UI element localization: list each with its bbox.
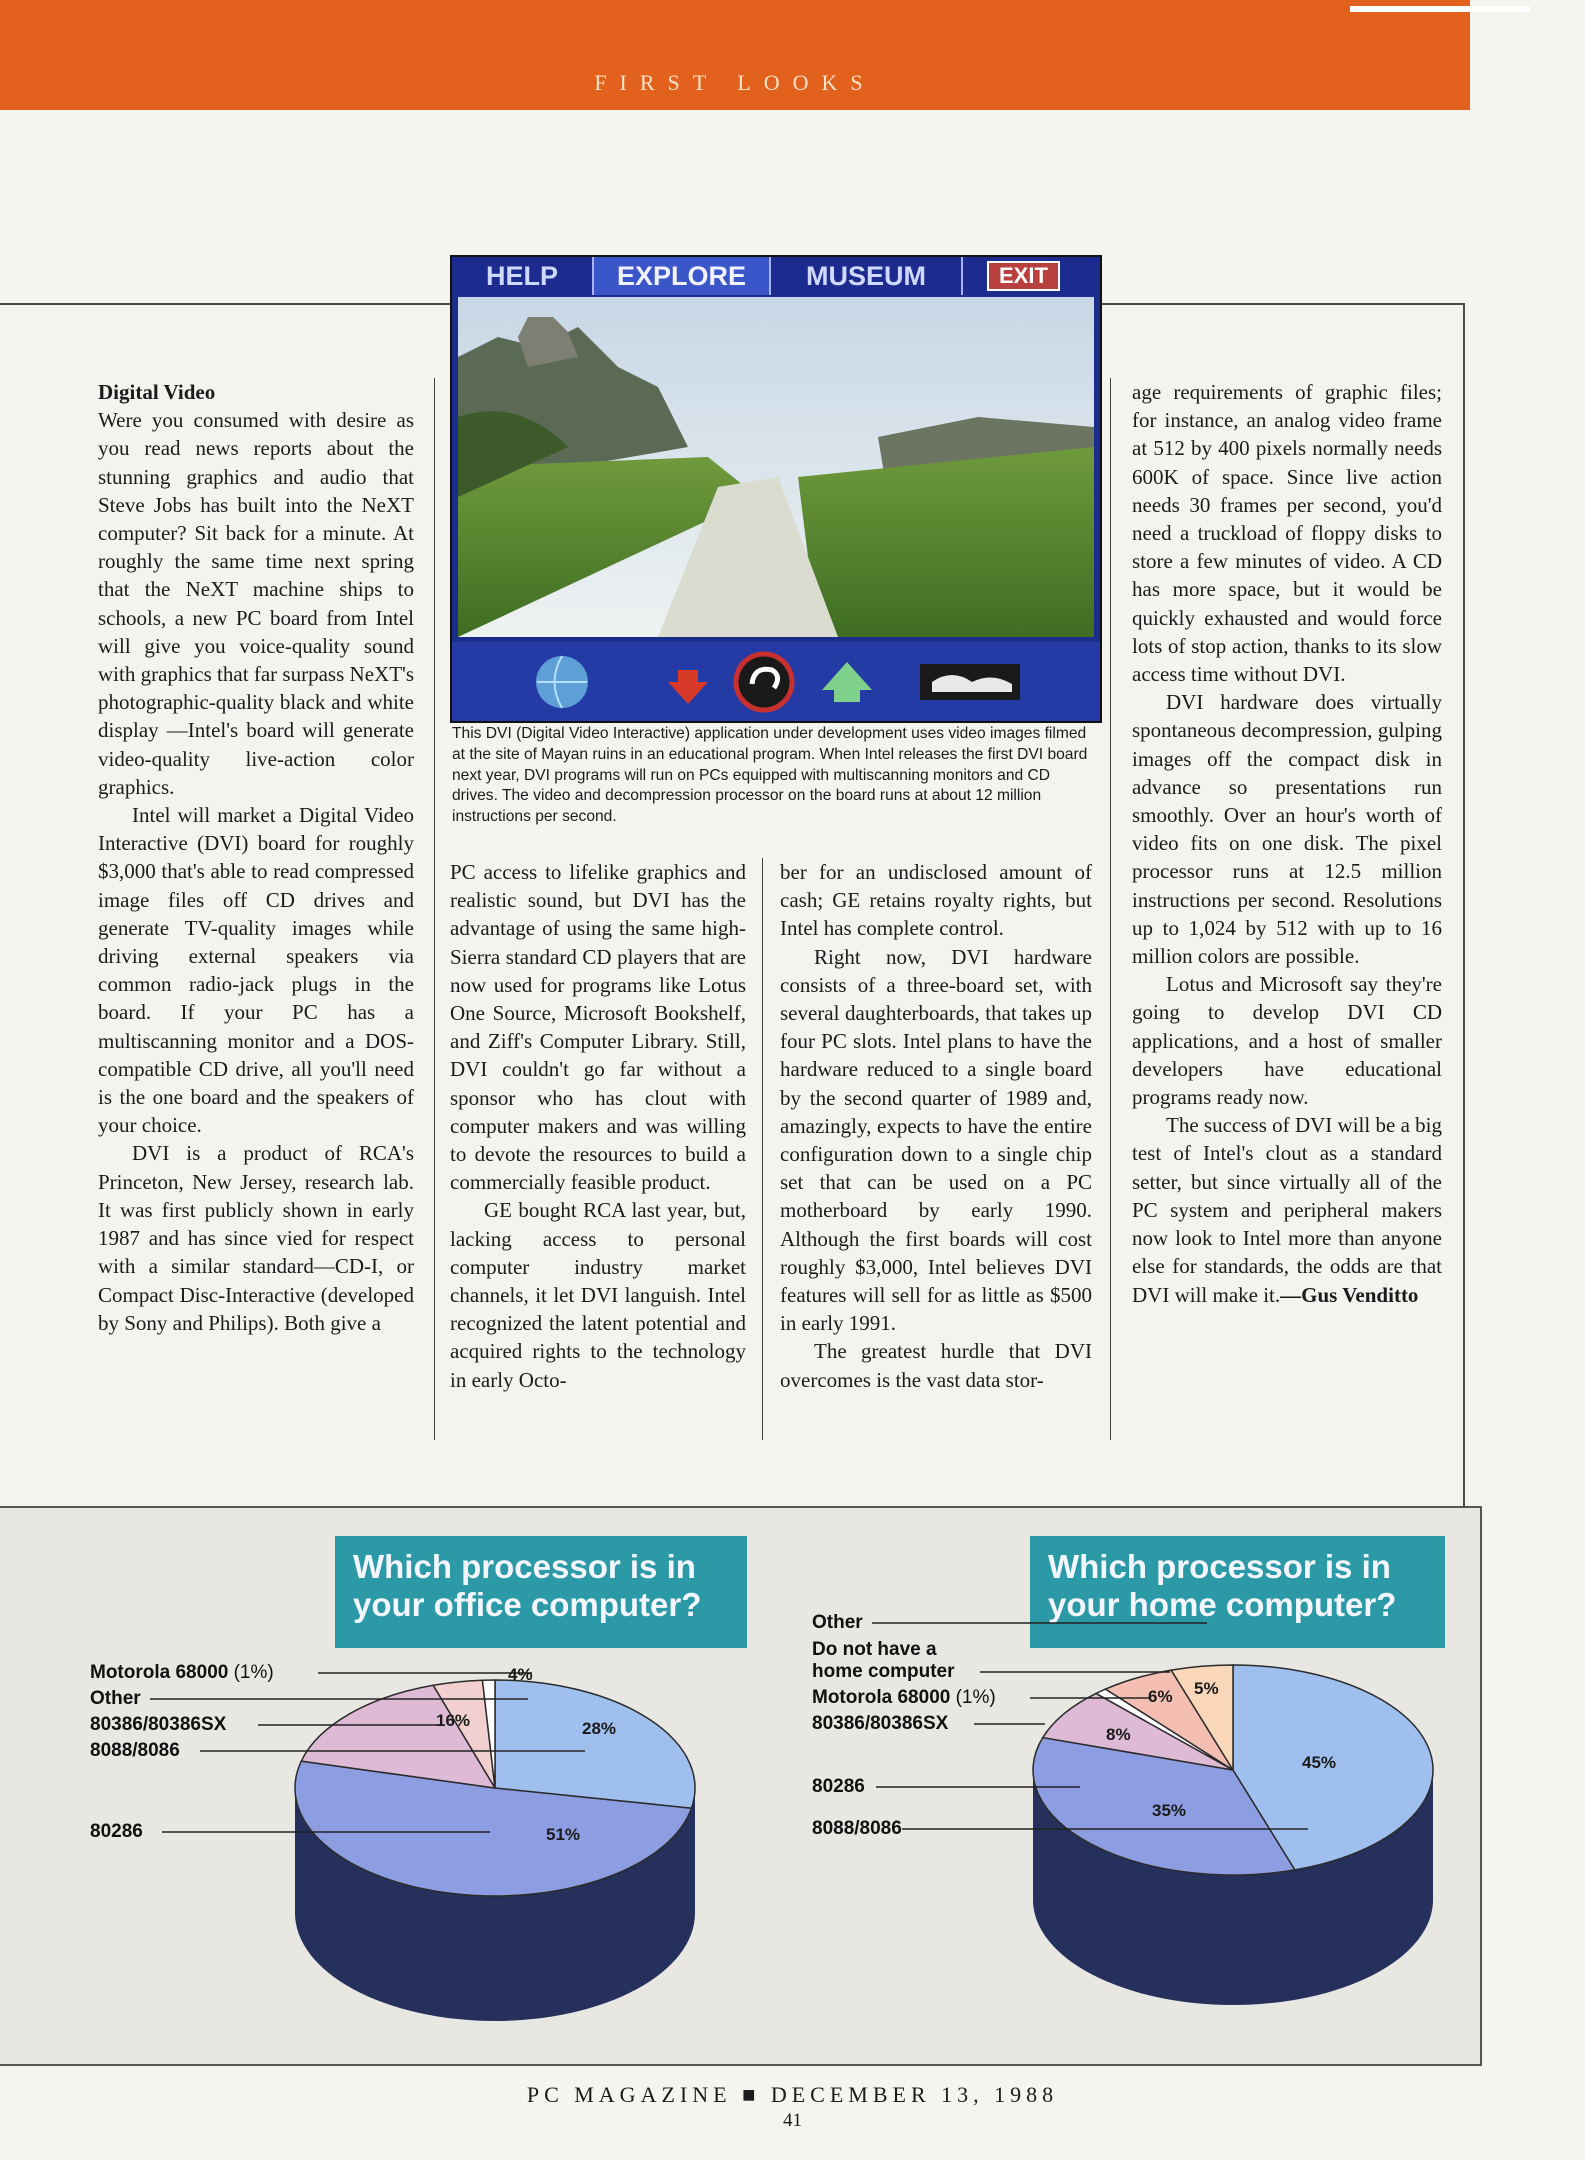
article-column-2 (450, 858, 746, 1394)
column-rule (1110, 378, 1111, 1440)
down-arrow-icon (668, 670, 708, 704)
footer-line: PC MAGAZINE ■ DECEMBER 13, 1988 (526, 2082, 1059, 2107)
menu-museum: MUSEUM (771, 257, 963, 295)
label-80286: 80286 (90, 1821, 143, 1842)
home-chart-title: Which processor is in your home computer? (1030, 1536, 1445, 1648)
slice-label-45: 45% (1302, 1753, 1337, 1772)
article-heading: Digital Video (98, 380, 216, 404)
label-80386: 80386/80386SX (812, 1713, 949, 1734)
up-arrow-icon (822, 662, 872, 702)
slice-label-5: 5% (1194, 1679, 1219, 1698)
column-rule (762, 858, 763, 1440)
label-motorola: Motorola 68000 (1%) (812, 1687, 996, 1708)
mayan-ruins-scene (458, 297, 1094, 637)
photo-menu-bar (452, 257, 1100, 295)
byline: —Gus Venditto (1280, 1282, 1419, 1307)
label-8088: 8088/8086 (812, 1818, 902, 1839)
label-other: Other (812, 1612, 863, 1633)
label-other: Other (90, 1688, 141, 1709)
section-label: FIRST LOOKS (594, 70, 876, 95)
paragraph (1132, 1111, 1442, 1308)
office-pie-chart (0, 1640, 760, 2060)
slice-label-28: 28% (582, 1719, 617, 1738)
home-pie-chart (780, 1600, 1470, 2060)
paragraph: Were you consumed with desire as you read news reports about the stunning graphics and audio that Steve Jobs has built into the NeXT computer? Sit back for a minute. At roughly the same time next spring that the NeXT machine ships to schools, a new PC board from Intel will give you voice-quality sound with graphics that far surpass NeXT's photographic-quality black and white display —Intel's board will generate video-quality live-action color graphics. (98, 408, 414, 799)
menu-exit: EXIT (987, 261, 1060, 291)
slice-label-51: 51% (546, 1825, 581, 1844)
paragraph: The greatest hurdle that DVI overcomes is the vast data stor- (780, 1339, 1092, 1392)
paragraph: Right now, DVI hardware consists of a three-board set, with several daughterboards, that takes up four PC slots. Intel plans to have the hardware reduced to a single board by the second quarter of 1989 and, amazingly, expects to have the entire configuration down to a single chip set that can be used on a PC motherboard by early 1990. Although the first boards will cost roughly $3,000, Intel believes DVI features will sell for as little as $500 in early 1991. (780, 944, 1092, 1336)
slice-label-6: 6% (1148, 1687, 1173, 1706)
paragraph: Lotus and Microsoft say they're going to develop DVI CD applications, and a host of smaller developers have educational programs ready now. (1132, 972, 1442, 1110)
article-column-1 (98, 378, 414, 1337)
paragraph: DVI is a product of RCA's Princeton, New Jersey, research lab. It was first publicly shown in early 1987 and has since vied for respect with a similar standard—CD-I, or Compact Disc-Interactive (developed by Sony and Philips). Both give a (98, 1141, 414, 1335)
label-no-home-2: home computer (812, 1661, 955, 1682)
photo-nav-bar (452, 642, 1100, 721)
back-icon (736, 654, 792, 710)
paragraph: DVI hardware does virtually spontaneous decompression, gulping images off the compact disk in advance so presentations run smoothly. Over an hour's worth of video fits on one disk. The pixel processor runs at 12.5 million instructions per second. Resolutions up to 1,024 by 512 with up to 16 million colors are possible. (1132, 690, 1442, 969)
menu-help: HELP (452, 257, 594, 295)
paragraph-text: The success of DVI will be a big test of Intel's clout as a standard setter, but since virtually all of the PC system and peripheral makers now look to Intel more than anyone else for standards, the odds are that DVI will make it. (1132, 1113, 1442, 1307)
nav-icons (452, 642, 1100, 721)
label-motorola: Motorola 68000 (1%) (90, 1662, 274, 1683)
slice-label-4: 4% (508, 1665, 533, 1684)
screenshot-photo (450, 255, 1102, 723)
slice-label-16: 16% (436, 1711, 471, 1730)
menu-explore: EXPLORE (594, 257, 771, 295)
office-chart-title: Which processor is in your office computer? (335, 1536, 747, 1648)
label-80386: 80386/80386SX (90, 1714, 227, 1735)
paragraph: Intel will market a Digital Video Interactive (DVI) board for roughly $3,000 that's able to read compressed image files off CD drives and generate TV-quality images while driving external speakers via common radio-jack plugs in the board. If your PC has a multiscanning monitor and a DOS-compatible CD drive, all you'll need is the one board and the speakers of your choice. (98, 803, 414, 1138)
magazine-name: PC MAGAZINE (526, 2082, 732, 2107)
slice-label-8: 8% (1106, 1725, 1131, 1744)
page-number: 41 (783, 2110, 802, 2131)
column-rule (434, 378, 435, 1440)
article-column-4 (1132, 378, 1442, 1309)
label-8088: 8088/8086 (90, 1740, 180, 1761)
label-no-home-1: Do not have a (812, 1639, 937, 1660)
paragraph: GE bought RCA last year, but, lacking access to personal computer industry market channels, it let DVI languish. Intel recognized the latent potential and acquired rights to the technology in early Octo- (450, 1198, 746, 1392)
slice-label-35: 35% (1152, 1801, 1187, 1820)
paragraph: age requirements of graphic files; for instance, an analog video frame at 512 by 400 pixels normally needs 600K of space. Since live action needs 30 frames per second, you'd need a truckload of floppy disks to store a few minutes of video. A CD has more space, but it would be quickly exhausted and would force lots of stop action, thanks to its slow access time without DVI. (1132, 380, 1442, 687)
paragraph: ber for an undisclosed amount of cash; GE retains royalty rights, but Intel has complete control. (780, 860, 1092, 941)
issue-date: DECEMBER 13, 1988 (770, 2082, 1059, 2107)
article-column-3 (780, 858, 1092, 1394)
paragraph: PC access to lifelike graphics and realistic sound, but DVI has the advantage of using the same high-Sierra standard CD players that are now used for programs like Lotus One Source, Microsoft Bookshelf, and Ziff's Computer Library. Still, DVI couldn't go far without a sponsor who has clout with computer makers and was willing to devote the resources to build a commercially feasible product. (450, 860, 746, 1195)
label-80286: 80286 (812, 1776, 865, 1797)
header-rule (1350, 6, 1530, 12)
photo-caption: This DVI (Digital Video Interactive) application under development uses video images filmed at the site of Mayan ruins in an educational program. When Intel releases the first DVI board next year, DVI programs will run on PCs equipped with multiscanning monitors and CD drives. The video and decompression processor on the board runs at about 12 million instructions per second. (452, 725, 1088, 826)
